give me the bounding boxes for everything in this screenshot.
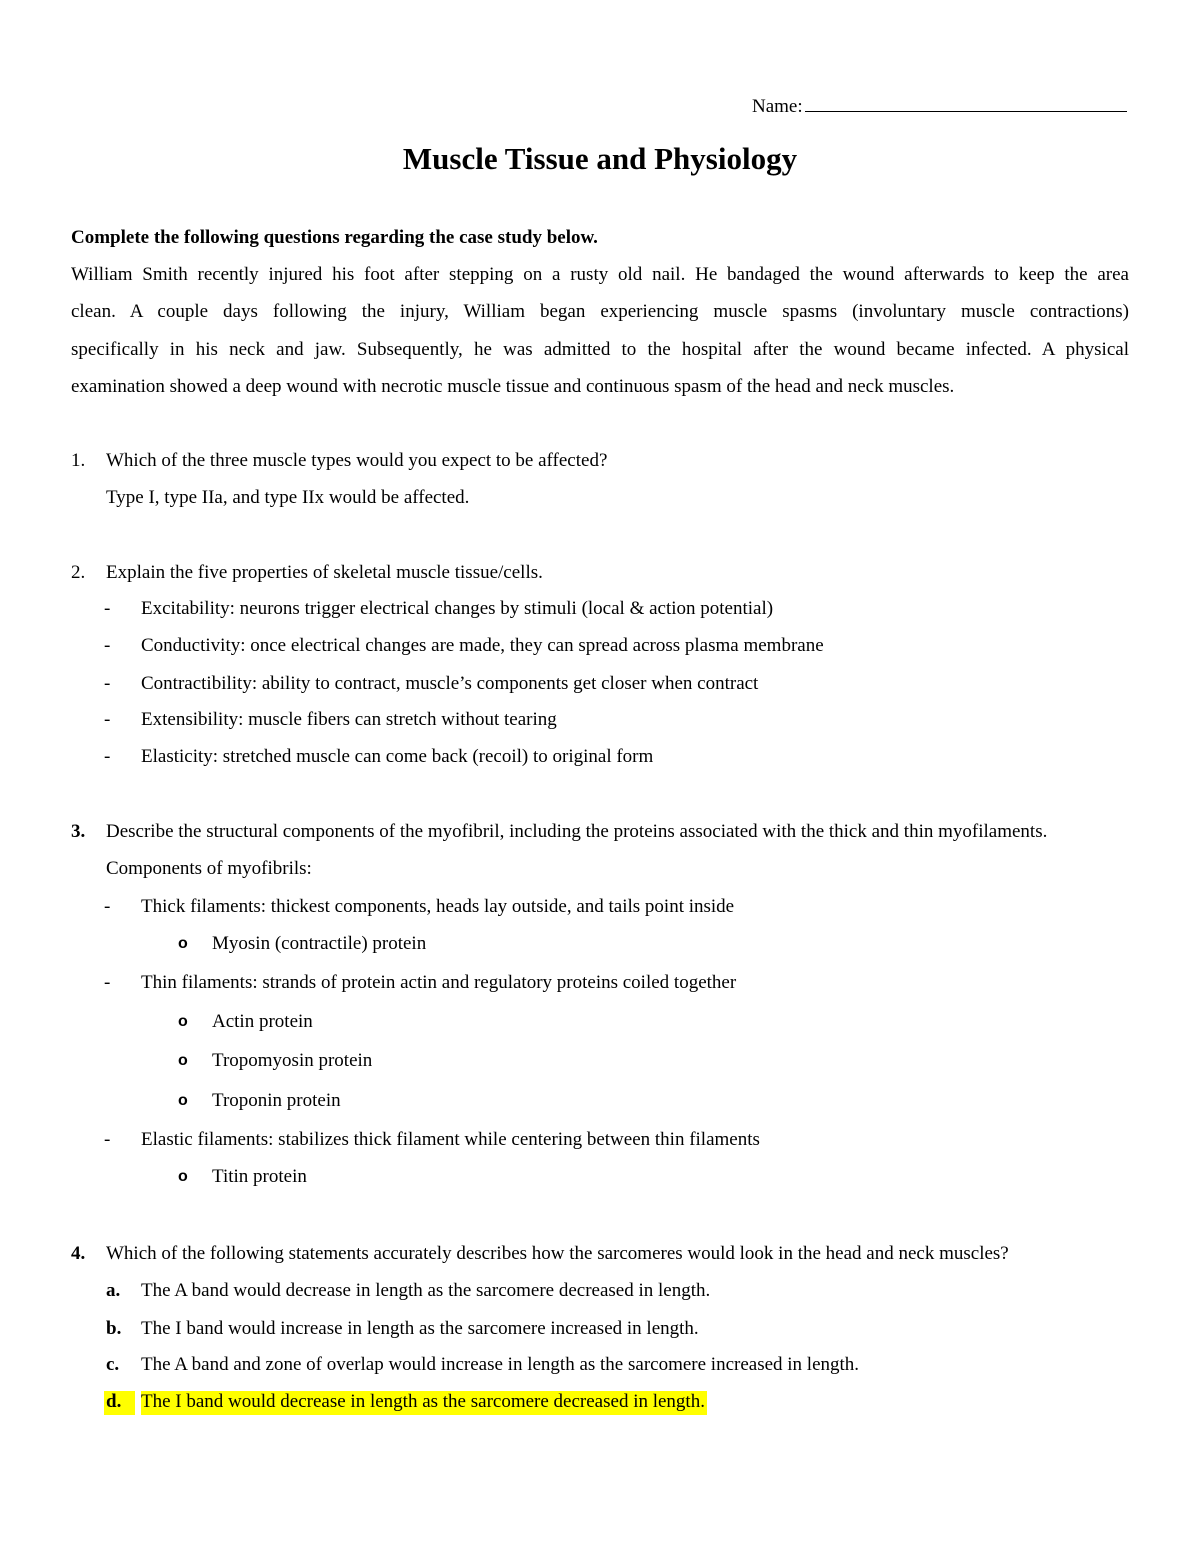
case-study-line: examination showed a deep wound with necrotic muscle tissue and continuous spasm of the head and neck muscles. — [71, 375, 955, 397]
circle-bullet: o — [178, 935, 188, 952]
circle-bullet: o — [178, 1092, 188, 1109]
dash-marker: - — [104, 598, 111, 619]
protein-text: Troponin protein — [212, 1090, 341, 1111]
filament-label: Elastic filaments: stabilizes thick filament while centering between thin filaments — [141, 1129, 760, 1150]
name-blank-line — [805, 93, 1127, 112]
case-study-paragraph — [71, 256, 1129, 405]
instruction-text: Complete the following questions regarding the case study below. — [71, 227, 598, 248]
case-study-line: specifically in his neck and jaw. Subsequently, he was admitted to the hospital after the wound became infected. A physical — [71, 338, 1129, 360]
circle-bullet: o — [178, 1052, 188, 1069]
dash-marker: - — [104, 673, 111, 694]
case-study-line: William Smith recently injured his foot after stepping on a rusty old nail. He bandaged the wound afterwards to keep the area — [71, 264, 1129, 285]
option-letter: d. — [104, 1391, 135, 1415]
bullet-text: Excitability: neurons trigger electrical changes by stimuli (local & action potential) — [141, 598, 774, 619]
intro-text: Components of myofibrils: — [106, 858, 312, 879]
option-letter: b. — [106, 1318, 122, 1339]
bullet-text: Conductivity: once electrical changes are made, they can spread across plasma membrane — [141, 635, 824, 656]
case-study-line: clean. A couple days following the injury, William began experiencing muscle spasms (involuntary muscle contractions) — [71, 301, 1129, 323]
protein-text: Tropomyosin protein — [212, 1050, 373, 1071]
protein-text: Titin protein — [212, 1166, 307, 1187]
option-text: The A band and zone of overlap would increase in length as the sarcomere increased in length. — [141, 1354, 860, 1375]
question-text: Which of the following statements accurately describes how the sarcomeres would look in the head and neck muscles? — [106, 1243, 1009, 1264]
question-text: Which of the three muscle types would you expect to be affected? — [106, 450, 608, 471]
name-label: Name: — [752, 96, 803, 117]
option-letter: c. — [106, 1354, 120, 1375]
dash-marker: - — [104, 635, 111, 656]
name-field — [752, 93, 1127, 118]
answer-text: Type I, type IIa, and type IIx would be affected. — [106, 487, 470, 508]
question-number: 3. — [71, 821, 86, 842]
protein-text: Actin protein — [212, 1011, 313, 1032]
bullet-text: Elasticity: stretched muscle can come back (recoil) to original form — [141, 746, 654, 767]
question-number: 1. — [71, 450, 86, 471]
option-letter: a. — [106, 1280, 121, 1301]
circle-bullet: o — [178, 1013, 188, 1030]
protein-text: Myosin (contractile) protein — [212, 933, 427, 954]
dash-marker: - — [104, 709, 111, 730]
dash-marker: - — [104, 972, 111, 993]
filament-label: Thick filaments: thickest components, heads lay outside, and tails point inside — [141, 896, 735, 917]
bullet-text: Contractibility: ability to contract, muscle’s components get closer when contract — [141, 673, 759, 694]
question-number: 4. — [71, 1243, 86, 1264]
bullet-text: Extensibility: muscle fibers can stretch without tearing — [141, 709, 557, 730]
circle-bullet: o — [178, 1168, 188, 1185]
dash-marker: - — [104, 896, 111, 917]
dash-marker: - — [104, 1129, 111, 1150]
question-text: Explain the five properties of skeletal muscle tissue/cells. — [106, 562, 543, 583]
question-text: Describe the structural components of the myofibril, including the proteins associated with the thick and thin myofilaments. — [106, 821, 1048, 842]
option-text: The I band would increase in length as the sarcomere increased in length. — [141, 1318, 699, 1339]
filament-label: Thin filaments: strands of protein actin and regulatory proteins coiled together — [141, 972, 737, 993]
dash-marker: - — [104, 746, 111, 767]
page-title: Muscle Tissue and Physiology — [402, 141, 798, 176]
highlighted-answer-text: The I band would decrease in length as the sarcomere decreased in length. — [141, 1391, 707, 1415]
question-number: 2. — [71, 562, 86, 583]
option-text: The A band would decrease in length as the sarcomere decreased in length. — [141, 1280, 711, 1301]
